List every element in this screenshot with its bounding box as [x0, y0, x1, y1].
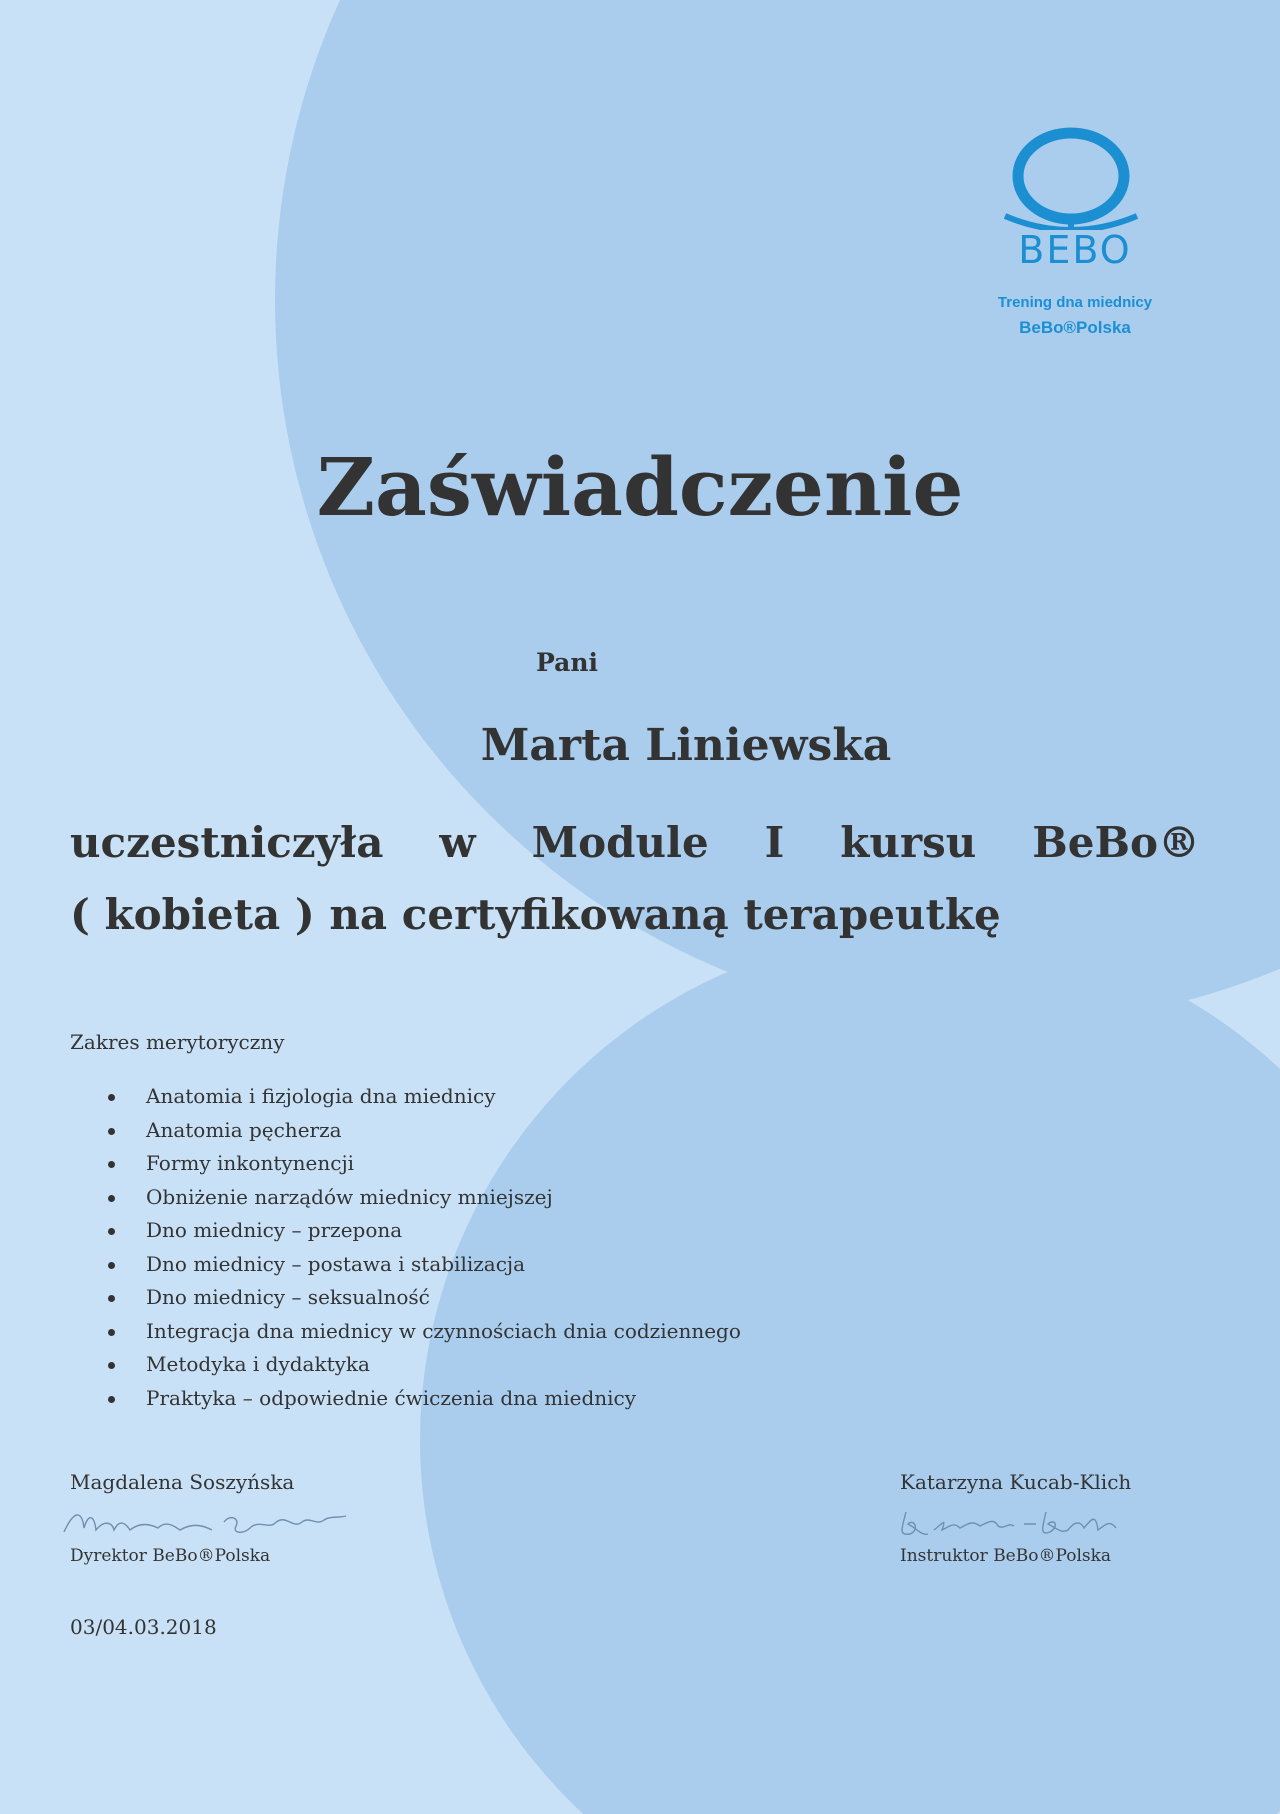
- topic-label: Formy inkontynencji: [146, 1151, 355, 1175]
- bullet-icon: [108, 1396, 115, 1403]
- signature-block-left: [70, 1470, 390, 1566]
- handwritten-signature-left: [54, 1500, 354, 1544]
- signature-block-right: [900, 1470, 1220, 1566]
- topic-label: Metodyka i dydaktyka: [146, 1352, 370, 1376]
- certificate-title: Zaświadczenie: [316, 440, 964, 534]
- list-item: [100, 1181, 741, 1215]
- list-item: [100, 1147, 741, 1181]
- topic-label: Dno miednicy – seksualność: [146, 1285, 430, 1309]
- scope-heading: Zakres merytoryczny: [70, 1030, 285, 1054]
- topics-list: [100, 1080, 741, 1415]
- bullet-icon: [108, 1295, 115, 1302]
- recipient-name: Marta Liniewska: [480, 720, 892, 771]
- handwritten-signature-right: [884, 1500, 1144, 1544]
- bullet-icon: [108, 1195, 115, 1202]
- description-line-1: uczestniczyła w Module I kursu BeBo®: [70, 818, 1200, 867]
- signatory-name: Katarzyna Kucab-Klich: [900, 1470, 1132, 1494]
- bebo-logo: [975, 120, 1175, 340]
- bullet-icon: [108, 1228, 115, 1235]
- topic-label: Anatomia i fizjologia dna miednicy: [146, 1084, 496, 1108]
- logo-tagline: Trening dna miednicy: [997, 294, 1153, 311]
- list-item: [100, 1214, 741, 1248]
- list-item: [100, 1382, 741, 1416]
- signatory-role: Instruktor BeBo®Polska: [900, 1546, 1112, 1566]
- list-item: [100, 1315, 741, 1349]
- bullet-icon: [108, 1128, 115, 1135]
- description-line-2: ( kobieta ) na certyfikowaną terapeutkę: [70, 890, 1001, 939]
- signatory-name: Magdalena Soszyńska: [70, 1470, 295, 1494]
- topic-label: Praktyka – odpowiednie ćwiczenia dna miednicy: [146, 1385, 637, 1410]
- logo-organization: BeBo®Polska: [1019, 318, 1131, 337]
- bullet-icon: [108, 1362, 115, 1369]
- topic-label: Anatomia pęcherza: [146, 1117, 342, 1142]
- bullet-icon: [108, 1161, 115, 1168]
- bullet-icon: [108, 1094, 115, 1101]
- topic-label: Dno miednicy – postawa i stabilizacja: [146, 1251, 526, 1276]
- list-item: [100, 1248, 741, 1282]
- list-item: [100, 1281, 741, 1315]
- logo-name: BEBO: [1018, 228, 1132, 272]
- bullet-icon: [108, 1329, 115, 1336]
- salutation: Pani: [536, 648, 598, 677]
- bullet-icon: [108, 1262, 115, 1269]
- topic-label: Dno miednicy – przepona: [146, 1218, 403, 1242]
- signatory-role: Dyrektor BeBo®Polska: [70, 1546, 271, 1566]
- list-item: [100, 1114, 741, 1148]
- logo-figure-icon: [975, 120, 1175, 230]
- list-item: [100, 1348, 741, 1382]
- topic-label: Obniżenie narządów miednicy mniejszej: [146, 1184, 553, 1209]
- list-item: [100, 1080, 741, 1114]
- issue-date: 03/04.03.2018: [70, 1615, 217, 1639]
- topic-label: Integracja dna miednicy w czynnościach dnia codziennego: [146, 1318, 741, 1343]
